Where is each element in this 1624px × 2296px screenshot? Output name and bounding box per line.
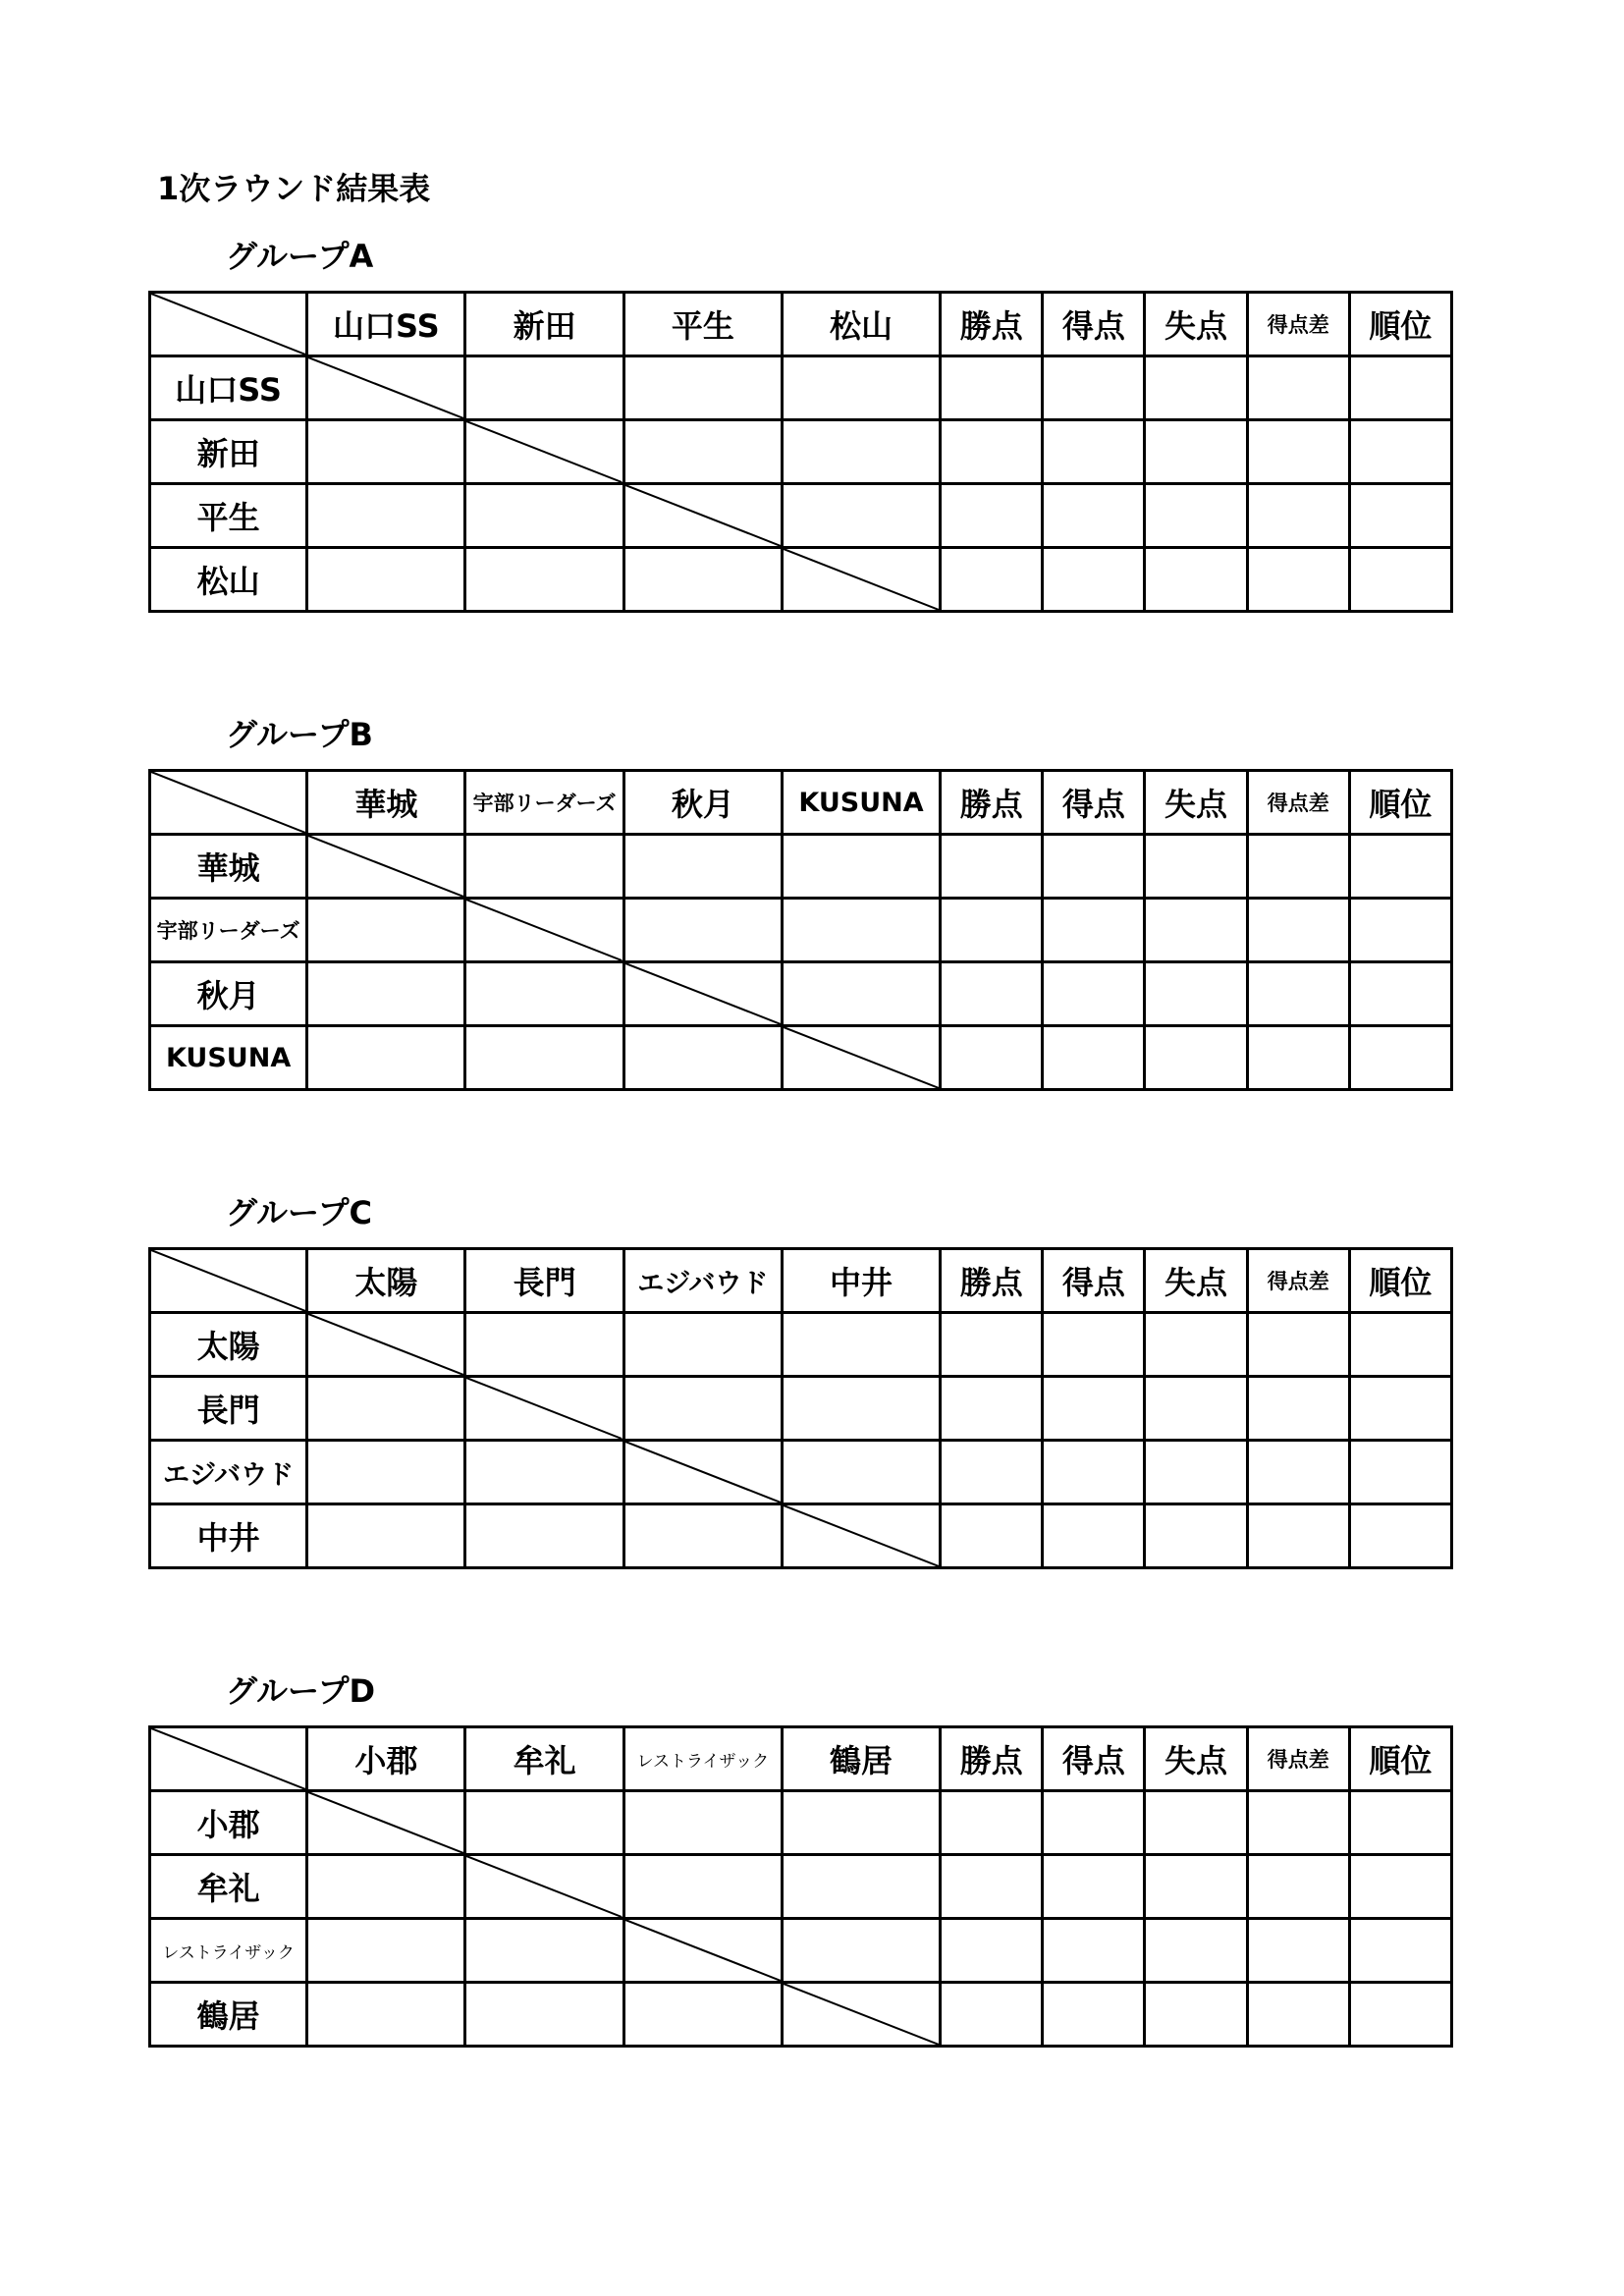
self-match-cell (782, 548, 940, 612)
result-cell[interactable] (465, 1504, 623, 1568)
col-team-1: 太陽 (307, 1249, 465, 1313)
row-team-3: レストライザック (150, 1919, 307, 1983)
self-match-diagonal (466, 421, 622, 482)
self-match-cell (623, 484, 782, 548)
stat-cell[interactable] (1247, 1855, 1349, 1919)
table-row (150, 1313, 1452, 1377)
result-cell[interactable] (465, 484, 623, 548)
result-cell[interactable] (307, 420, 465, 484)
stat-cell[interactable] (1043, 1791, 1145, 1855)
col-points: 勝点 (941, 1727, 1043, 1791)
result-cell[interactable] (782, 1377, 940, 1441)
col-team-2: 新田 (465, 293, 623, 356)
stat-cell[interactable] (1043, 1855, 1145, 1919)
table-row (150, 1504, 1452, 1568)
row-team-4: 松山 (150, 548, 307, 612)
result-cell[interactable] (465, 1441, 623, 1504)
stat-cell[interactable] (1247, 484, 1349, 548)
self-match-cell (307, 835, 465, 899)
table-row (150, 1377, 1452, 1441)
self-match-cell (782, 1983, 940, 2047)
stat-cell[interactable] (1043, 1919, 1145, 1983)
stat-cell[interactable] (1349, 899, 1451, 962)
stat-cell[interactable] (1349, 835, 1451, 899)
stat-cell[interactable] (1349, 1504, 1451, 1568)
result-cell[interactable] (307, 1441, 465, 1504)
self-match-diagonal (466, 900, 622, 960)
result-cell[interactable] (623, 1026, 782, 1090)
col-team-2: 牟礼 (465, 1727, 623, 1791)
col-goals-for: 得点 (1043, 293, 1145, 356)
col-rank: 順位 (1349, 771, 1451, 835)
corner-cell (150, 1727, 307, 1791)
col-goals-against: 失点 (1145, 1727, 1247, 1791)
col-team-2: 宇部リーダーズ (465, 771, 623, 835)
result-cell[interactable] (307, 1919, 465, 1983)
stat-cell[interactable] (1349, 484, 1451, 548)
stat-cell[interactable] (1247, 1919, 1349, 1983)
stat-cell[interactable] (1043, 1504, 1145, 1568)
col-goal-difference: 得点差 (1247, 771, 1349, 835)
table-row (150, 899, 1452, 962)
stat-cell[interactable] (1145, 835, 1247, 899)
self-match-cell (623, 1919, 782, 1983)
self-match-diagonal (625, 1442, 781, 1503)
stat-cell[interactable] (1247, 356, 1349, 420)
result-cell[interactable] (782, 1919, 940, 1983)
self-match-cell (465, 420, 623, 484)
col-points: 勝点 (941, 771, 1043, 835)
stat-cell[interactable] (1247, 1313, 1349, 1377)
row-team-2: 長門 (150, 1377, 307, 1441)
stat-cell[interactable] (1247, 1377, 1349, 1441)
result-cell[interactable] (782, 835, 940, 899)
result-cell[interactable] (465, 962, 623, 1026)
row-team-2: 牟礼 (150, 1855, 307, 1919)
self-match-diagonal (466, 1856, 622, 1917)
stat-cell[interactable] (941, 1504, 1043, 1568)
self-match-cell (307, 1313, 465, 1377)
stat-cell[interactable] (1247, 835, 1349, 899)
self-match-diagonal (784, 1984, 939, 2045)
stat-cell[interactable] (1145, 1791, 1247, 1855)
stat-cell[interactable] (1349, 548, 1451, 612)
row-team-1: 山口SS (150, 356, 307, 420)
stat-cell[interactable] (1145, 484, 1247, 548)
stat-cell[interactable] (1145, 1983, 1247, 2047)
col-goal-difference: 得点差 (1247, 1249, 1349, 1313)
stat-cell[interactable] (1247, 1441, 1349, 1504)
stat-cell[interactable] (1349, 356, 1451, 420)
result-cell[interactable] (623, 1313, 782, 1377)
self-match-cell (307, 356, 465, 420)
row-team-4: KUSUNA (150, 1026, 307, 1090)
result-cell[interactable] (623, 899, 782, 962)
stat-cell[interactable] (1247, 1026, 1349, 1090)
result-cell[interactable] (782, 356, 940, 420)
table-row (150, 1791, 1452, 1855)
self-match-diagonal (625, 963, 781, 1024)
result-cell[interactable] (623, 1855, 782, 1919)
col-goal-difference: 得点差 (1247, 1727, 1349, 1791)
stat-cell[interactable] (1349, 1919, 1451, 1983)
result-cell[interactable] (465, 1026, 623, 1090)
table-row (150, 1441, 1452, 1504)
result-cell[interactable] (782, 1441, 940, 1504)
col-rank: 順位 (1349, 293, 1451, 356)
self-match-cell (465, 899, 623, 962)
header-row (150, 293, 1452, 356)
col-rank: 順位 (1349, 1727, 1451, 1791)
row-team-2: 新田 (150, 420, 307, 484)
result-cell[interactable] (623, 356, 782, 420)
result-cell[interactable] (782, 1791, 940, 1855)
result-cell[interactable] (307, 484, 465, 548)
self-match-diagonal (308, 836, 463, 897)
group-c-title: グループC (226, 1194, 372, 1231)
stat-cell[interactable] (1043, 899, 1145, 962)
row-team-3: 平生 (150, 484, 307, 548)
col-team-3: 秋月 (623, 771, 782, 835)
table-row (150, 420, 1452, 484)
result-cell[interactable] (465, 835, 623, 899)
row-team-1: 華城 (150, 835, 307, 899)
stat-cell[interactable] (1349, 1855, 1451, 1919)
stat-cell[interactable] (1349, 1377, 1451, 1441)
result-cell[interactable] (782, 1855, 940, 1919)
corner-cell (150, 771, 307, 835)
stat-cell[interactable] (1247, 1983, 1349, 2047)
group-d-title: グループD (226, 1672, 376, 1710)
stat-cell[interactable] (1043, 484, 1145, 548)
result-cell[interactable] (465, 1983, 623, 2047)
stat-cell[interactable] (1145, 420, 1247, 484)
stat-cell[interactable] (941, 835, 1043, 899)
stat-cell[interactable] (1145, 1377, 1247, 1441)
group-a-title: グループA (226, 238, 374, 275)
self-match-diagonal (308, 357, 463, 418)
table-row (150, 548, 1452, 612)
stat-cell[interactable] (941, 356, 1043, 420)
corner-diagonal (151, 294, 305, 355)
group-b-title: グループB (226, 716, 373, 753)
result-cell[interactable] (623, 1983, 782, 2047)
col-team-4: 松山 (782, 293, 940, 356)
stat-cell[interactable] (941, 1919, 1043, 1983)
result-cell[interactable] (782, 899, 940, 962)
stat-cell[interactable] (1145, 1026, 1247, 1090)
stat-cell[interactable] (941, 962, 1043, 1026)
result-cell[interactable] (307, 1855, 465, 1919)
stat-cell[interactable] (1145, 1313, 1247, 1377)
corner-diagonal (151, 1728, 305, 1789)
self-match-cell (782, 1504, 940, 1568)
group-d-table (148, 1725, 1453, 2048)
col-goals-for: 得点 (1043, 1727, 1145, 1791)
col-goal-difference: 得点差 (1247, 293, 1349, 356)
result-cell[interactable] (465, 548, 623, 612)
row-team-2: 宇部リーダーズ (150, 899, 307, 962)
page-title: 1次ラウンド結果表 (157, 170, 431, 207)
stat-cell[interactable] (1043, 835, 1145, 899)
self-match-diagonal (308, 1792, 463, 1853)
stat-cell[interactable] (1043, 1026, 1145, 1090)
col-team-2: 長門 (465, 1249, 623, 1313)
stat-cell[interactable] (1043, 1377, 1145, 1441)
result-cell[interactable] (307, 548, 465, 612)
table-row (150, 1855, 1452, 1919)
self-match-cell (623, 962, 782, 1026)
result-cell[interactable] (782, 420, 940, 484)
row-team-3: 秋月 (150, 962, 307, 1026)
table-row (150, 1919, 1452, 1983)
stat-cell[interactable] (941, 1026, 1043, 1090)
col-team-4: KUSUNA (782, 771, 940, 835)
result-cell[interactable] (782, 484, 940, 548)
self-match-cell (782, 1026, 940, 1090)
group-a-table (148, 291, 1453, 613)
result-cell[interactable] (465, 1919, 623, 1983)
self-match-cell (465, 1377, 623, 1441)
col-team-1: 山口SS (307, 293, 465, 356)
group-b-table (148, 769, 1453, 1091)
stat-cell[interactable] (1247, 1504, 1349, 1568)
stat-cell[interactable] (941, 1855, 1043, 1919)
self-match-diagonal (466, 1378, 622, 1439)
self-match-diagonal (625, 1920, 781, 1981)
stat-cell[interactable] (941, 1377, 1043, 1441)
stat-cell[interactable] (1043, 548, 1145, 612)
stat-cell[interactable] (1043, 1313, 1145, 1377)
corner-diagonal (151, 1250, 305, 1311)
col-team-1: 華城 (307, 771, 465, 835)
table-row (150, 1026, 1452, 1090)
result-cell[interactable] (623, 1791, 782, 1855)
col-team-4: 中井 (782, 1249, 940, 1313)
stat-cell[interactable] (941, 899, 1043, 962)
stat-cell[interactable] (941, 548, 1043, 612)
self-match-cell (307, 1791, 465, 1855)
stat-cell[interactable] (1349, 1441, 1451, 1504)
stat-cell[interactable] (1043, 1983, 1145, 2047)
self-match-diagonal (784, 1505, 939, 1566)
stat-cell[interactable] (1145, 356, 1247, 420)
header-row (150, 1727, 1452, 1791)
result-cell[interactable] (307, 962, 465, 1026)
stat-cell[interactable] (1043, 420, 1145, 484)
stat-cell[interactable] (1349, 1313, 1451, 1377)
stat-cell[interactable] (1145, 1855, 1247, 1919)
stat-cell[interactable] (1247, 420, 1349, 484)
result-cell[interactable] (465, 1313, 623, 1377)
result-cell[interactable] (307, 1377, 465, 1441)
col-team-3: 平生 (623, 293, 782, 356)
stat-cell[interactable] (1145, 1441, 1247, 1504)
row-team-4: 中井 (150, 1504, 307, 1568)
stat-cell[interactable] (1247, 1791, 1349, 1855)
col-goals-for: 得点 (1043, 771, 1145, 835)
self-match-diagonal (784, 549, 939, 610)
table-row (150, 835, 1452, 899)
corner-cell (150, 1249, 307, 1313)
result-cell[interactable] (782, 1313, 940, 1377)
table-row (150, 356, 1452, 420)
stat-cell[interactable] (1043, 356, 1145, 420)
col-team-1: 小郡 (307, 1727, 465, 1791)
stat-cell[interactable] (941, 1791, 1043, 1855)
row-team-1: 小郡 (150, 1791, 307, 1855)
stat-cell[interactable] (941, 1983, 1043, 2047)
result-cell[interactable] (307, 1504, 465, 1568)
result-cell[interactable] (623, 835, 782, 899)
self-match-diagonal (625, 485, 781, 546)
self-match-cell (465, 1855, 623, 1919)
stat-cell[interactable] (941, 1441, 1043, 1504)
corner-cell (150, 293, 307, 356)
stat-cell[interactable] (1349, 1791, 1451, 1855)
self-match-diagonal (784, 1027, 939, 1088)
self-match-diagonal (308, 1314, 463, 1375)
col-team-3: エジバウド (623, 1249, 782, 1313)
stat-cell[interactable] (1247, 548, 1349, 612)
result-cell[interactable] (465, 356, 623, 420)
col-goals-against: 失点 (1145, 293, 1247, 356)
self-match-cell (623, 1441, 782, 1504)
table-row (150, 1983, 1452, 2047)
stat-cell[interactable] (1349, 962, 1451, 1026)
header-row (150, 1249, 1452, 1313)
row-team-1: 太陽 (150, 1313, 307, 1377)
result-cell[interactable] (623, 548, 782, 612)
stat-cell[interactable] (1145, 899, 1247, 962)
stat-cell[interactable] (1043, 1441, 1145, 1504)
stat-cell[interactable] (1145, 962, 1247, 1026)
stat-cell[interactable] (941, 420, 1043, 484)
col-team-4: 鶴居 (782, 1727, 940, 1791)
stat-cell[interactable] (1043, 962, 1145, 1026)
result-cell[interactable] (307, 1983, 465, 2047)
result-cell[interactable] (307, 899, 465, 962)
group-c-table (148, 1247, 1453, 1569)
table-row (150, 484, 1452, 548)
stat-cell[interactable] (1349, 1983, 1451, 2047)
col-goals-for: 得点 (1043, 1249, 1145, 1313)
stat-cell[interactable] (1349, 420, 1451, 484)
col-rank: 順位 (1349, 1249, 1451, 1313)
col-goals-against: 失点 (1145, 771, 1247, 835)
row-team-4: 鶴居 (150, 1983, 307, 2047)
result-cell[interactable] (465, 1791, 623, 1855)
stat-cell[interactable] (941, 1313, 1043, 1377)
result-cell[interactable] (623, 420, 782, 484)
stat-cell[interactable] (1145, 548, 1247, 612)
stat-cell[interactable] (1247, 962, 1349, 1026)
result-cell[interactable] (623, 1504, 782, 1568)
stat-cell[interactable] (941, 484, 1043, 548)
stat-cell[interactable] (1145, 1504, 1247, 1568)
col-points: 勝点 (941, 293, 1043, 356)
stat-cell[interactable] (1247, 899, 1349, 962)
header-row (150, 771, 1452, 835)
col-team-3: レストライザック (623, 1727, 782, 1791)
row-team-3: エジバウド (150, 1441, 307, 1504)
corner-diagonal (151, 772, 305, 833)
result-cell[interactable] (307, 1026, 465, 1090)
col-goals-against: 失点 (1145, 1249, 1247, 1313)
result-cell[interactable] (623, 1377, 782, 1441)
stat-cell[interactable] (1145, 1919, 1247, 1983)
stat-cell[interactable] (1349, 1026, 1451, 1090)
table-row (150, 962, 1452, 1026)
result-cell[interactable] (782, 962, 940, 1026)
col-points: 勝点 (941, 1249, 1043, 1313)
